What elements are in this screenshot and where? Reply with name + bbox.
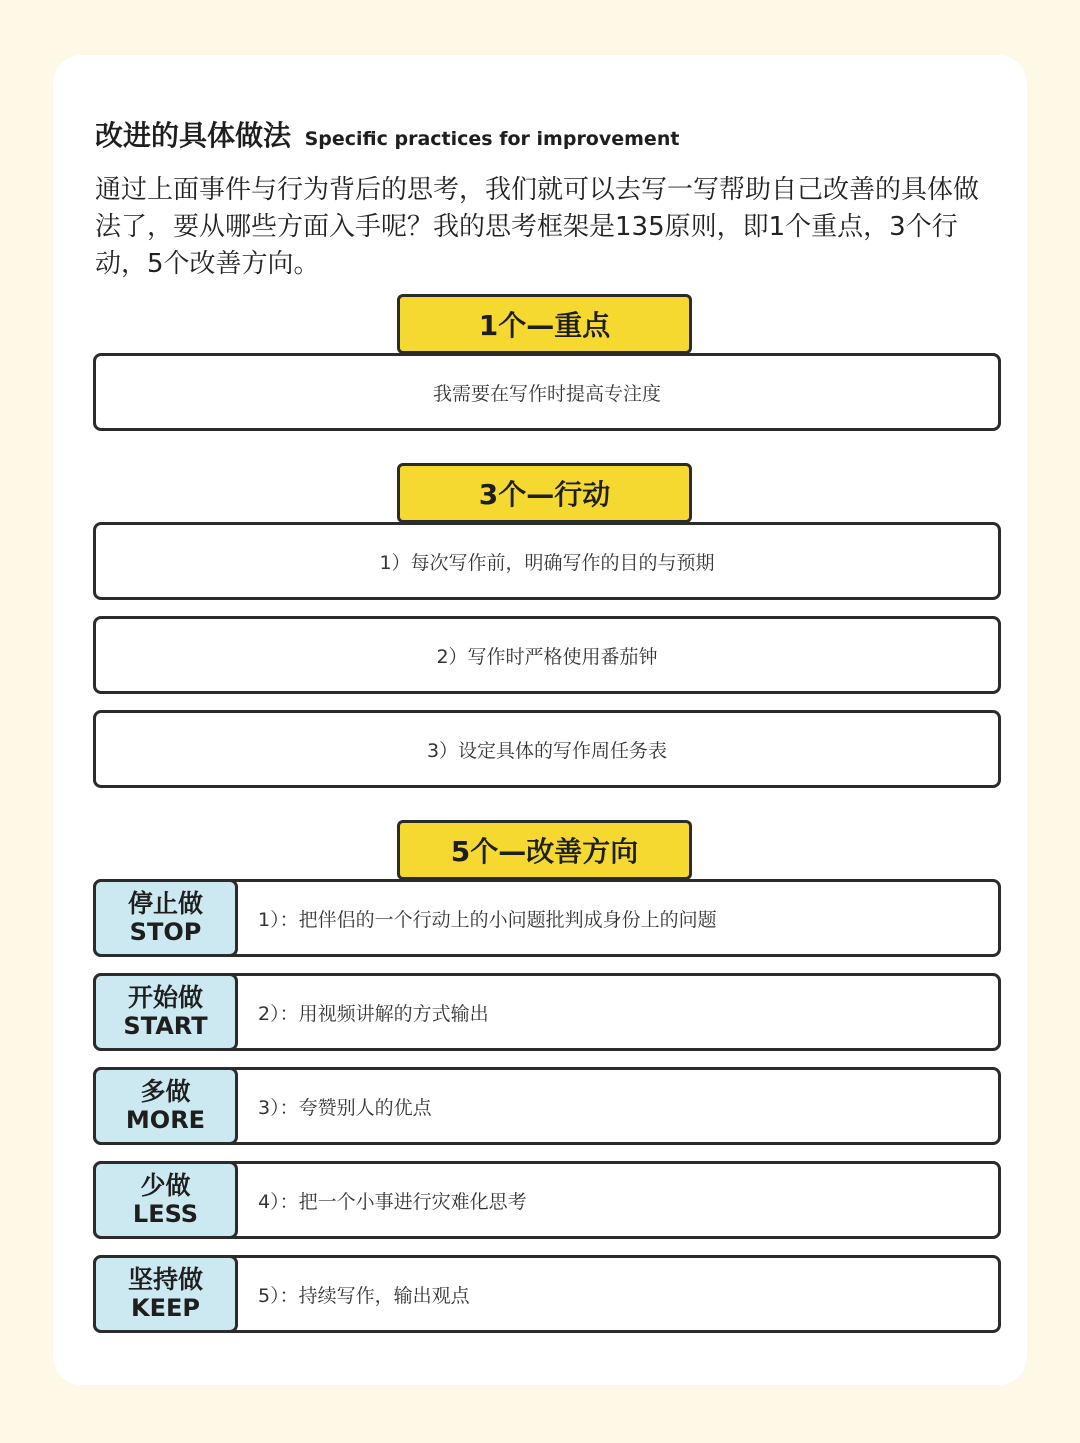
direction-label-en: STOP bbox=[129, 918, 202, 946]
intro-paragraph: 通过上面事件与行为背后的思考，我们就可以去写一写帮助自己改善的具体做法了，要从哪些方面入手呢？我的思考框架是135原则，即1个重点，3个行动，5个改善方向。 bbox=[95, 175, 980, 279]
title-zh: 改进的具体做法 bbox=[95, 119, 292, 152]
direction-text: 1）：把伴侣的一个行动上的小问题批判成身份上的问题 bbox=[258, 908, 717, 931]
direction-label-en: LESS bbox=[132, 1200, 199, 1228]
focus-item: 我需要在写作时提高专注度 bbox=[93, 353, 1001, 431]
direction-text: 5）：持续写作，输出观点 bbox=[258, 1284, 470, 1307]
direction-row-less bbox=[93, 1161, 1001, 1239]
direction-row-keep bbox=[93, 1255, 1001, 1333]
direction-label-en: KEEP bbox=[131, 1294, 200, 1322]
direction-row-stop bbox=[93, 879, 1001, 957]
page-title bbox=[95, 114, 679, 154]
direction-label-en: START bbox=[123, 1012, 208, 1040]
direction-label-stop bbox=[93, 879, 238, 957]
direction-row-start bbox=[93, 973, 1001, 1051]
direction-label-more bbox=[93, 1067, 238, 1145]
direction-label-zh: 多做 bbox=[140, 1077, 191, 1106]
direction-label-en: MORE bbox=[125, 1106, 206, 1134]
action-item-1: 1）每次写作前，明确写作的目的与预期 bbox=[93, 522, 1001, 600]
direction-label-start bbox=[93, 973, 238, 1051]
actions-tag: 3个—行动 bbox=[397, 463, 692, 523]
directions-tag: 5个—改善方向 bbox=[397, 820, 692, 880]
direction-label-zh: 开始做 bbox=[127, 983, 203, 1012]
direction-label-zh: 少做 bbox=[140, 1171, 191, 1200]
direction-row-more bbox=[93, 1067, 1001, 1145]
title-en: Specific practices for improvement bbox=[304, 128, 680, 150]
direction-label-less bbox=[93, 1161, 238, 1239]
direction-label-zh: 坚持做 bbox=[127, 1265, 203, 1294]
action-item-3: 3）设定具体的写作周任务表 bbox=[93, 710, 1001, 788]
focus-tag: 1个—重点 bbox=[397, 294, 692, 354]
direction-label-zh: 停止做 bbox=[127, 889, 203, 918]
direction-text: 3）：夸赞别人的优点 bbox=[258, 1096, 432, 1119]
direction-text: 4）：把一个小事进行灾难化思考 bbox=[258, 1190, 527, 1213]
direction-text: 2）：用视频讲解的方式输出 bbox=[258, 1002, 489, 1025]
direction-label-keep bbox=[93, 1255, 238, 1333]
action-item-2: 2）写作时严格使用番茄钟 bbox=[93, 616, 1001, 694]
